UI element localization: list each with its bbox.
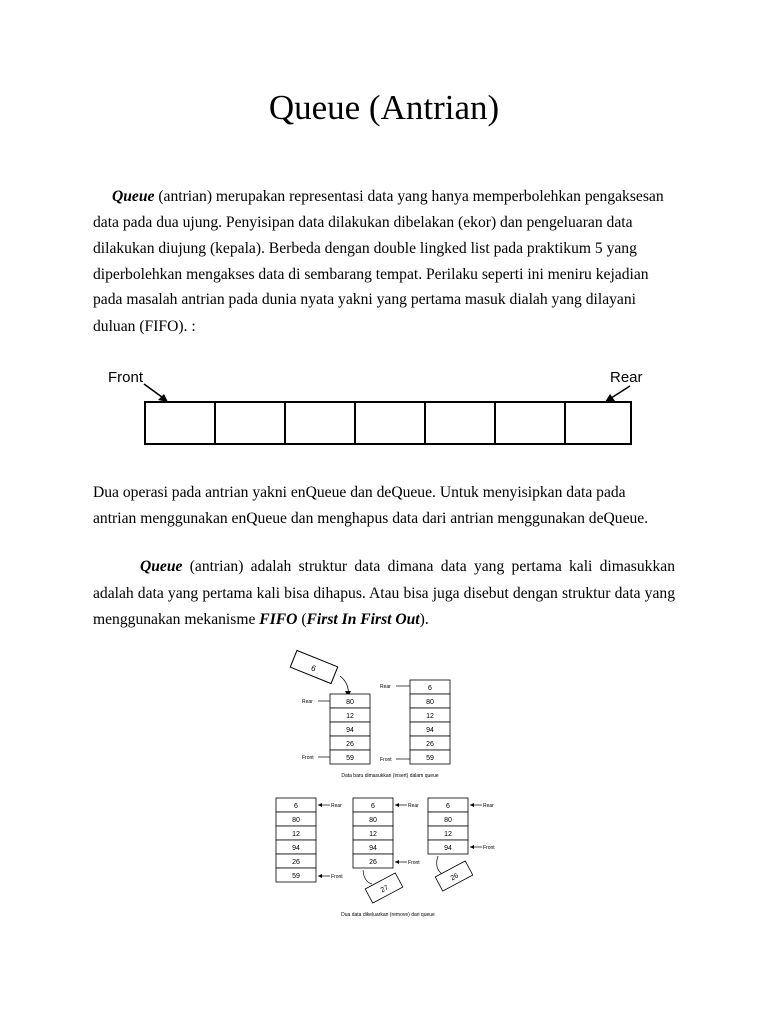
queue-cells [145, 402, 631, 444]
queue-state-3 [428, 798, 468, 854]
queue-cell-value: 94 [426, 727, 434, 734]
queue-after [410, 680, 450, 764]
paragraph-1-line-5: pada masalah antrian pada dunia nyata yakni yang pertama masuk dialah yang dilayani [93, 291, 636, 308]
front-label-after: Front [380, 757, 392, 763]
removed-item-2 [435, 861, 473, 891]
queue-cell-value: 59 [346, 755, 354, 762]
paragraph-1-line-3: dilakukan diujung (kepala). Berbeda dengan double lingked list pada praktikum 5 yang [93, 240, 637, 257]
paragraph-3-line-2: adalah data yang pertama kali bisa dihapus. Atau bisa juga disebut dengan struktur data yang [93, 585, 675, 602]
term-queue: Queue [112, 188, 155, 205]
svg-text:6: 6 [309, 663, 318, 674]
rear-label-3: Rear [483, 803, 494, 809]
queue-cell-value: 6 [446, 803, 450, 810]
queue-cell-value: 6 [371, 803, 375, 810]
fifo-term: FIFO [259, 611, 298, 628]
queue-cell-value: 94 [369, 845, 377, 852]
queue-cell [355, 402, 425, 444]
paragraph-1-line-2: data pada dua ujung. Penyisipan data dilakukan dibelakan (ekor) dan pengeluaran data [93, 214, 633, 231]
rear-label-2: Rear [408, 803, 419, 809]
paragraph-2-line-2: antrian menggunakan enQueue dan menghapus data dari antrian menggunakan deQueue. [93, 510, 649, 527]
paragraph-1-line-1: Queue (antrian) merupakan representasi data yang hanya memperbolehkan pengaksesan [112, 188, 664, 205]
queue-cell-value: 26 [292, 859, 300, 866]
term-queue-2: Queue [140, 558, 183, 575]
queue-cell [495, 402, 565, 444]
svg-text:27: 27 [379, 884, 390, 895]
queue-cell-value: 80 [369, 817, 377, 824]
incoming-item [290, 650, 338, 683]
queue-cell-value: 26 [426, 741, 434, 748]
front-label-2: Front [408, 860, 420, 866]
queue-cell-value: 26 [346, 741, 354, 748]
rear-label: Rear [302, 699, 313, 705]
page-title: Queue (Antrian) [268, 88, 500, 127]
figure-caption: Data baru dimasukkan (insert) dalam queue [341, 773, 439, 779]
queue-cell [285, 402, 355, 444]
queue-cell [215, 402, 285, 444]
queue-cell-value: 6 [294, 803, 298, 810]
queue-cell-value: 12 [426, 713, 434, 720]
queue-cell-value: 12 [444, 831, 452, 838]
queue-cell-value: 12 [346, 713, 354, 720]
queue-cell-value: 94 [444, 845, 452, 852]
queue-cell-value: 12 [369, 831, 377, 838]
queue-cell [565, 402, 631, 444]
paragraph-1-line-4: diperbolehkan mengakses data di sembarang tempat. Perilaku seperti ini meniru kejadian [93, 266, 649, 283]
figure-caption: Dua data dikeluarkan (remove) dari queue [341, 912, 435, 918]
svg-text:26: 26 [449, 872, 460, 883]
queue-cell-value: 80 [444, 817, 452, 824]
queue-cell-value: 12 [292, 831, 300, 838]
rear-label: Rear [610, 369, 643, 386]
queue-state-2 [353, 798, 393, 868]
rear-label: Rear [331, 803, 342, 809]
queue-cell [425, 402, 495, 444]
queue-diagram [100, 364, 670, 448]
remove-diagram [268, 792, 508, 922]
fifo-full-term: First In First Out [306, 611, 420, 628]
front-label-3: Front [483, 845, 495, 851]
queue-cell-value: 94 [292, 845, 300, 852]
queue-cell-value: 26 [369, 859, 377, 866]
queue-cell-value: 6 [428, 685, 432, 692]
queue-before [330, 694, 370, 764]
queue-state-1 [276, 798, 316, 882]
paragraph-3-line-1: Queue (antrian) adalah struktur data dimana data yang pertama kali dimasukkan [140, 558, 675, 575]
removed-item-1 [365, 873, 403, 903]
rear-arrow-head [605, 394, 615, 402]
queue-cell-value: 80 [292, 817, 300, 824]
paragraph-1-line-6: duluan (FIFO). : [93, 318, 196, 335]
queue-cell [145, 402, 215, 444]
queue-cell-value: 59 [426, 755, 434, 762]
insert-diagram [280, 646, 480, 782]
queue-cell-value: 59 [292, 873, 300, 880]
queue-cell-value: 94 [346, 727, 354, 734]
queue-cell-value: 80 [346, 699, 354, 706]
paragraph-3-line-3: menggunakan mekanisme FIFO (First In First Out). [93, 611, 429, 628]
paragraph-2-line-1: Dua operasi pada antrian yakni enQueue dan deQueue. Untuk menyisipkan data pada [93, 484, 626, 501]
front-label: Front [331, 874, 343, 880]
front-label: Front [302, 755, 314, 761]
rear-label-after: Rear [380, 684, 391, 690]
queue-cell-value: 80 [426, 699, 434, 706]
front-label: Front [108, 369, 144, 386]
